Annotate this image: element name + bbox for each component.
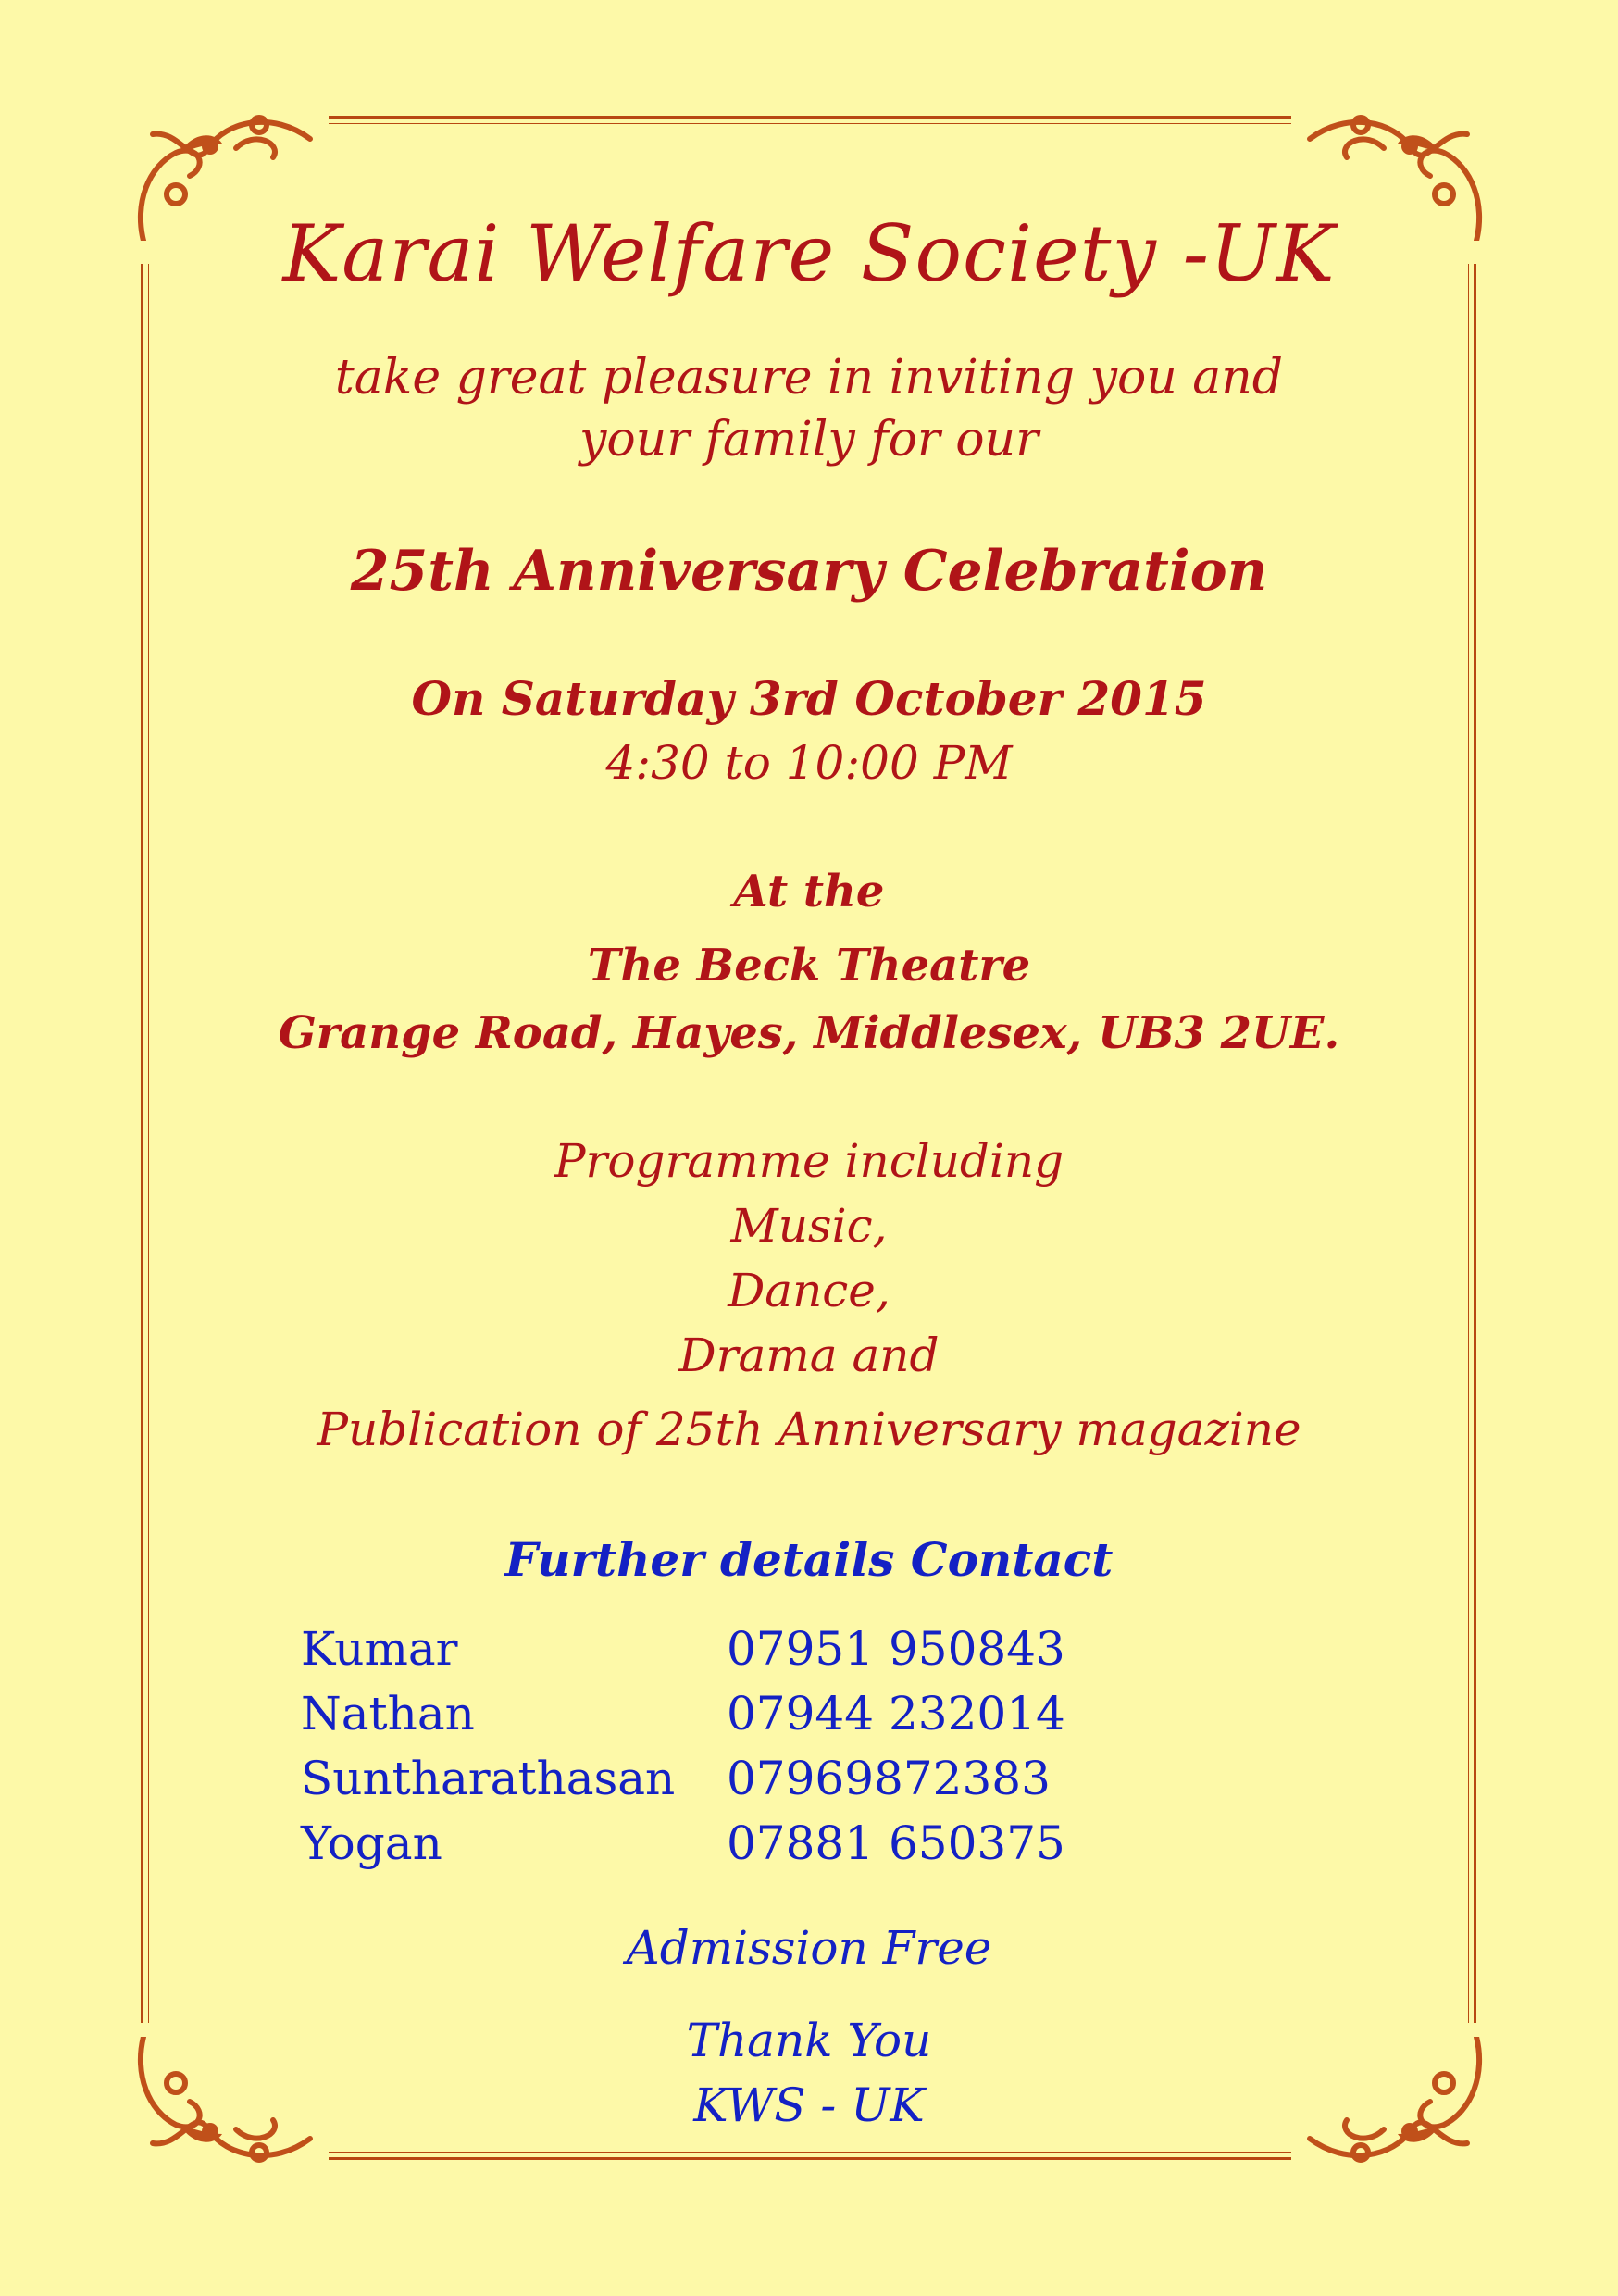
programme-item: Drama and <box>678 1329 940 1382</box>
contact-phone: 07951 950843 <box>727 1622 1065 1676</box>
society-title: Karai Welfare Society -UK <box>282 208 1336 299</box>
venue-prefix: At the <box>733 866 885 917</box>
contact-heading: Further details Contact <box>504 1532 1114 1587</box>
list-item <box>301 1752 1134 1816</box>
signature: KWS - UK <box>693 2078 925 2132</box>
event-time: 4:30 to 10:00 PM <box>605 736 1013 790</box>
list-item <box>301 1622 1134 1687</box>
list-item <box>301 1687 1134 1752</box>
contact-phone: 07881 650375 <box>727 1816 1065 1870</box>
invitation-line-1: take great pleasure in inviting you and <box>334 350 1284 406</box>
event-date: On Saturday 3rd October 2015 <box>411 671 1207 726</box>
contact-name: Kumar <box>301 1622 458 1676</box>
contact-name: Nathan <box>301 1687 475 1741</box>
contact-list <box>301 1622 1134 1881</box>
programme-publication: Publication of 25th Anniversary magazine <box>317 1403 1301 1456</box>
venue-address: Grange Road, Hayes, Middlesex, UB3 2UE. <box>278 1007 1340 1059</box>
frame-right-line <box>1474 264 1476 2023</box>
frame-left-line <box>141 264 143 2023</box>
list-item <box>301 1816 1134 1881</box>
admission-note: Admission Free <box>626 1921 992 1975</box>
thank-you: Thank You <box>686 2014 932 2067</box>
contact-phone: 07969872383 <box>727 1752 1051 1805</box>
contact-name: Yogan <box>301 1816 442 1870</box>
frame-left-line-inner <box>148 264 149 2023</box>
event-title: 25th Anniversary Celebration <box>350 539 1268 604</box>
invitation-line-2: your family for our <box>579 412 1039 468</box>
programme-item: Music, <box>730 1199 888 1253</box>
contact-phone: 07944 232014 <box>727 1687 1065 1741</box>
programme-item: Dance, <box>728 1264 890 1317</box>
contact-name: Suntharathasan <box>301 1752 676 1805</box>
invitation-content <box>167 0 1451 2296</box>
programme-intro: Programme including <box>554 1134 1064 1188</box>
venue-name: The Beck Theatre <box>587 940 1031 992</box>
frame-right-line-inner <box>1468 264 1469 2023</box>
